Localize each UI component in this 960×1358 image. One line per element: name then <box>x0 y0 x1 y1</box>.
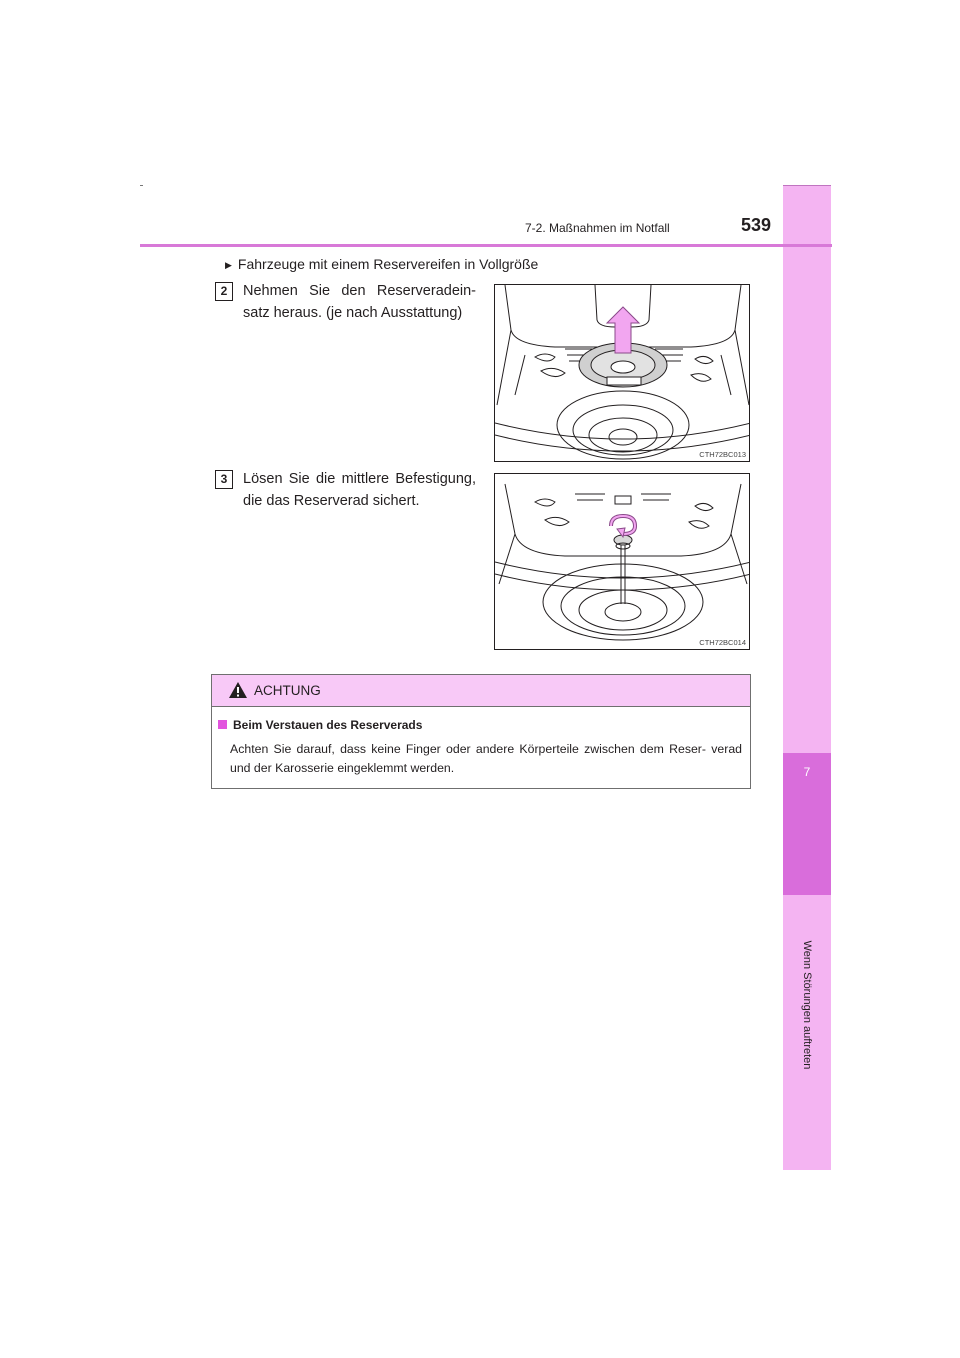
warning-subtitle-row <box>218 718 422 732</box>
chapter-title: Wenn Störungen auftreten <box>801 940 813 1070</box>
header-rule <box>140 244 832 247</box>
step-text-3: Lösen Sie die mittlere Befestigung, die das Reserverad sichert. <box>243 471 476 509</box>
square-bullet-icon <box>218 720 227 729</box>
warning-subtitle: Beim Verstauen des Reserverads <box>233 718 423 732</box>
warning-label: ACHTUNG <box>254 683 321 698</box>
bullet-text: Fahrzeuge mit einem Reservereifen in Vollgröße <box>237 256 539 272</box>
step-number-3: 3 <box>215 470 233 489</box>
crop-mark <box>140 185 143 186</box>
figure-code: CTH72BC013 <box>699 450 746 459</box>
step-text-2: Nehmen Sie den Reserveradein- satz heraus. (je nach Ausstattung) <box>243 283 476 321</box>
figure-remove-spare-insert <box>494 284 750 462</box>
page-number: 539 <box>741 215 772 235</box>
section-title: 7-2. Maßnahmen im Notfall <box>525 221 670 235</box>
figure-code: CTH72BC014 <box>699 638 746 647</box>
chapter-number: 7 <box>803 765 811 779</box>
figure-loosen-center-fastener <box>494 473 750 650</box>
chapter-side-tab <box>783 185 831 1170</box>
side-tab-top-line <box>783 185 831 186</box>
vehicle-type-bullet <box>225 256 538 272</box>
step-number-2: 2 <box>215 282 233 301</box>
warning-box <box>211 674 751 789</box>
warning-header <box>212 675 750 707</box>
triangle-right-icon: ▶ <box>225 260 232 270</box>
warning-text: Achten Sie darauf, dass keine Finger oder andere Körperteile zwischen dem Reser- verad und der Karosserie eingeklemmt werden. <box>230 742 742 775</box>
warning-triangle-icon <box>228 681 248 699</box>
